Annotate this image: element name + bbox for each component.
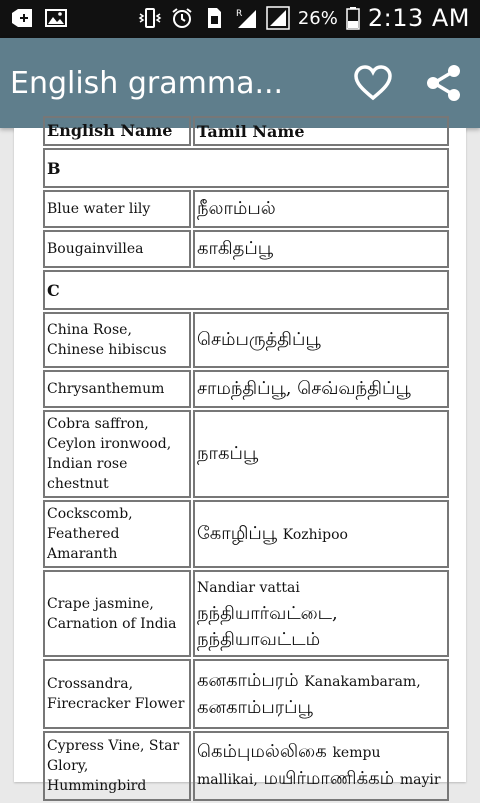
content-card[interactable] bbox=[14, 121, 466, 794]
table-row bbox=[43, 370, 449, 408]
table-row bbox=[43, 731, 449, 801]
english-name: China Rose, Chinese hibiscus bbox=[43, 312, 191, 368]
tamil-name: நாகப்பூ bbox=[193, 410, 449, 498]
english-name: Crossandra, Firecracker Flower bbox=[43, 659, 191, 729]
tamil-name bbox=[193, 731, 449, 801]
table-row bbox=[43, 270, 449, 310]
tamil-text-2: கனகாம்பரப்பூ bbox=[197, 696, 313, 718]
signal-strength-icon bbox=[266, 6, 290, 30]
tamil-name: சாமந்திப்பூ, செவ்வந்திப்பூ bbox=[193, 370, 449, 408]
tamil-name: செம்பருத்திப்பூ bbox=[193, 312, 449, 368]
battery-percent: 26% bbox=[297, 7, 338, 29]
flower-names-table bbox=[41, 114, 451, 803]
table-row bbox=[43, 410, 449, 498]
tamil-name bbox=[193, 500, 449, 568]
transliteration-2: mayir bbox=[399, 772, 441, 788]
svg-text:R: R bbox=[235, 9, 243, 19]
alarm-icon bbox=[170, 6, 194, 30]
letter-heading: B bbox=[43, 148, 449, 188]
english-name: Bougainvillea bbox=[43, 230, 191, 268]
app-title: English gramma... bbox=[10, 66, 284, 101]
table-row bbox=[43, 230, 449, 268]
transliteration: Kanakambaram, bbox=[304, 673, 421, 690]
table-row bbox=[43, 570, 449, 657]
tamil-text-2: மயிர்மாணிக்கம் bbox=[263, 768, 395, 789]
sim-card-icon bbox=[202, 6, 226, 30]
letter-heading: C bbox=[43, 270, 449, 310]
tamil-text: கோழிப்பூ bbox=[197, 522, 278, 544]
table-row bbox=[43, 190, 449, 228]
english-name: Chrysanthemum bbox=[43, 370, 191, 408]
transliteration: Nandiar vattai bbox=[197, 580, 300, 596]
status-bar bbox=[0, 0, 480, 38]
header-tamil: Tamil Name bbox=[193, 116, 449, 146]
table-row bbox=[43, 500, 449, 568]
tamil-text: கனகாம்பரம் bbox=[197, 669, 299, 691]
share-icon bbox=[422, 62, 464, 104]
tamil-name: காகிதப்பூ bbox=[193, 230, 449, 268]
table-header-row bbox=[43, 116, 449, 146]
image-notification-icon bbox=[44, 6, 68, 30]
battery-icon bbox=[346, 6, 360, 30]
tamil-text: கெம்புமல்லிகை bbox=[197, 741, 327, 762]
tamil-name: நீலாம்பல் bbox=[193, 190, 449, 228]
signal-roaming-icon bbox=[234, 6, 258, 30]
favorite-button[interactable] bbox=[352, 62, 394, 104]
clock: 2:13 AM bbox=[367, 4, 470, 32]
table-row bbox=[43, 148, 449, 188]
table-row bbox=[43, 312, 449, 368]
english-name: Crape jasmine, Carnation of India bbox=[43, 570, 191, 657]
vibrate-icon bbox=[138, 6, 162, 30]
heart-icon bbox=[352, 62, 394, 104]
tamil-name bbox=[193, 570, 449, 657]
english-name: Blue water lily bbox=[43, 190, 191, 228]
transliteration: Kozhipoo bbox=[282, 526, 348, 543]
english-name: Cobra saffron, Ceylon ironwood, Indian rose chestnut bbox=[43, 410, 191, 498]
tamil-text: நந்தியார்வட்டை, நந்தியாவட்டம் bbox=[197, 603, 338, 650]
add-notification-icon bbox=[10, 6, 34, 30]
header-english: English Name bbox=[43, 116, 191, 146]
table-row bbox=[43, 659, 449, 729]
transliteration: kempu mallikai, bbox=[197, 745, 381, 788]
tamil-name bbox=[193, 659, 449, 729]
english-name: Cockscomb, Feathered Amaranth bbox=[43, 500, 191, 568]
share-button[interactable] bbox=[422, 62, 464, 104]
english-name: Cypress Vine, Star Glory, Hummingbird bbox=[43, 731, 191, 801]
